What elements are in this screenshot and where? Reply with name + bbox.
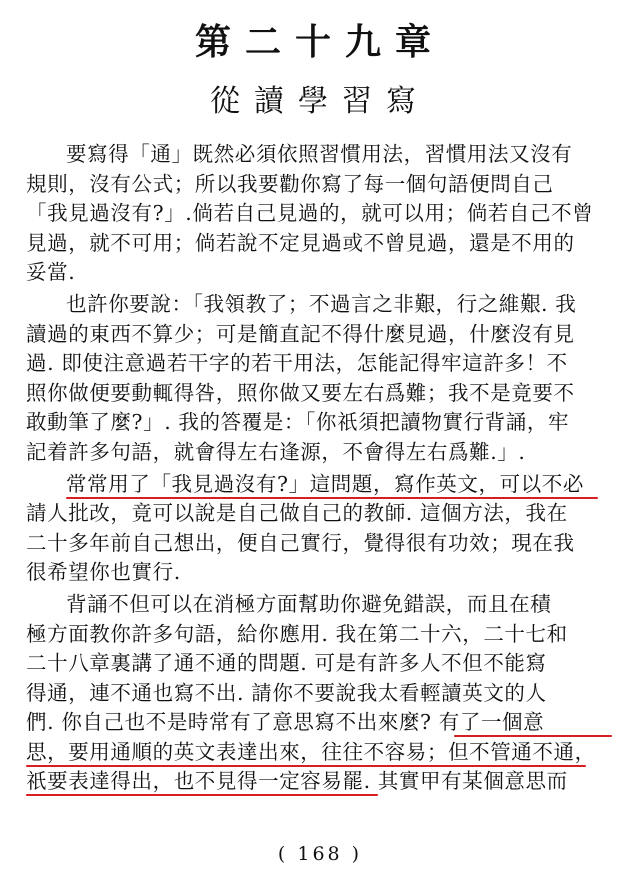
text-line-content: 常常用了「我見過沒有?」這問題，寫作英文，可以不必: [66, 471, 584, 496]
section-title: 從讀學習寫: [210, 84, 430, 119]
text-line: 規則，沒有公式；所以我要勸你寫了每一個句語便問自己: [26, 171, 554, 196]
text-line: 二十多年前自己想出，便自己實行，覺得很有功效；現在我: [26, 530, 575, 555]
text-line: 「我見過沒有?」.倘若自己見過的，就可以用；倘若自己不曾: [26, 201, 594, 226]
text-line: 記着許多句語，就會得左右逢源，不會得左右爲難.」.: [26, 439, 526, 464]
text-line: 妥當.: [26, 260, 76, 285]
text-line: 敢動筆了麼?」. 我的答覆是：「你祇須把讀物實行背誦，牢: [26, 410, 570, 435]
text-line: 背誦不但可以在消極方面幫助你避免錯誤，而且在積: [66, 591, 552, 616]
text-line: 也許你要說：「我領教了；不過言之非艱，行之維艱. 我: [66, 291, 577, 316]
text-line-highlighted: [26, 708, 616, 738]
chapter-title: 第二十九章: [194, 21, 445, 63]
text-line-content: 思，要用通順的英文表達出來，往往不容易；但不管通不通，: [26, 739, 596, 764]
text-line: 很希望你也實行.: [26, 560, 181, 585]
body-text: [26, 140, 616, 797]
text-line-highlighted: [26, 767, 616, 797]
text-line-highlighted: [26, 738, 616, 768]
text-line: 照你做便要動輒得咎，照你做又要左右爲難；我不是竟要不: [26, 380, 575, 405]
text-line-content: 們. 你自己也不是時常有了意思寫不出來麼? 有了一個意: [26, 710, 545, 735]
text-line: 過. 即使注意過若干字的若干用法，怎能記得牢這許多！不: [26, 351, 568, 376]
page-number: ( 168 ): [277, 843, 363, 865]
text-line: 請人批改，竟可以說是自己做自己的教師. 這個方法，我在: [26, 501, 568, 526]
text-line-content: 祇要表達得出，也不見得一定容易罷. 其實甲有某個意思而: [26, 769, 568, 794]
text-line: 得通，連不通也寫不出. 請你不要說我太看輕讀英文的人: [26, 680, 547, 705]
text-line-highlighted: [26, 470, 616, 500]
text-line: 讀過的東西不算少；可是簡直記不得什麼見過，什麼沒有見: [26, 321, 575, 346]
text-line: 見過，就不可用；倘若說不定見過或不曾見過，還是不用的: [26, 230, 575, 255]
red-underline: [26, 794, 378, 796]
text-line: 極方面教你許多句語，給你應用. 我在第二十六，二十七和: [26, 621, 568, 646]
text-line: 二十八章裏講了通不通的問題. 可是有許多人不但不能寫: [26, 651, 547, 676]
text-line: 要寫得「通」既然必須依照習慣用法，習慣用法又沒有: [66, 142, 573, 166]
